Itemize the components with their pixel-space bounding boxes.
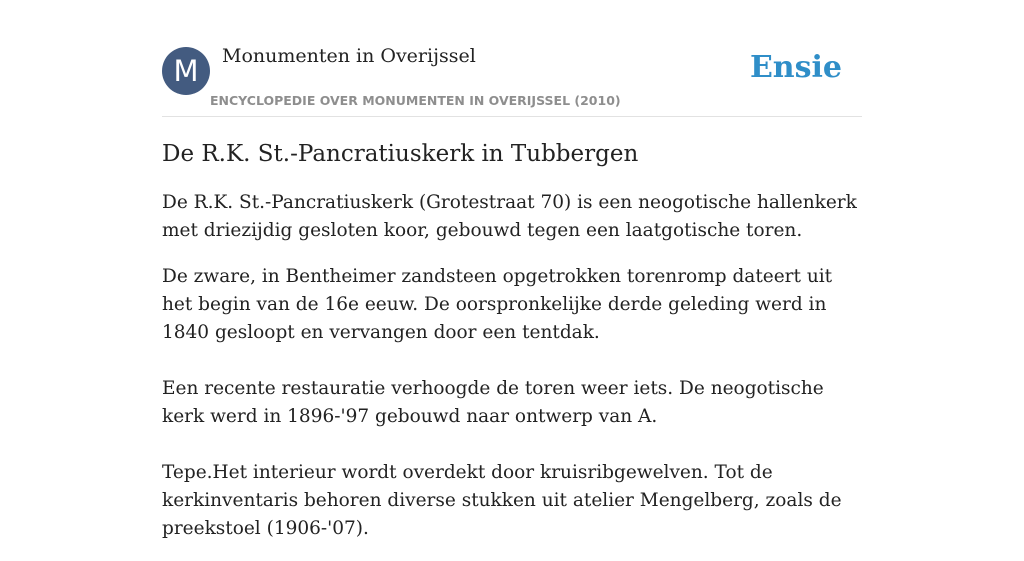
source-avatar[interactable]: M <box>162 47 210 95</box>
ensie-logo[interactable]: Ensie <box>749 50 842 85</box>
article-paragraph: De zware, in Bentheimer zandsteen opgetrokken torenromp dateert uit het begin van de 16e eeuw. De oorspronkelijke derde geleding werd in 1840 gesloopt en vervangen door een tentdak. Een recente restauratie verhoogde de toren weer iets. De neogotische kerk werd in 1896-'97 gebouwd naar ontwerp van A. Tepe.Het interieur wordt overdekt door kruisribgewelven. Tot de kerkinventaris behoren diverse stukken uit atelier Mengelberg, zoals de preekstoel (1906-'07). <box>162 266 842 539</box>
source-header <box>162 0 862 117</box>
article-paragraph: De R.K. St.-Pancratiuskerk (Grotestraat 70) is een neogotische hallenkerk met driezijdig gesloten koor, gebouwd tegen een laatgotische toren. <box>162 192 857 241</box>
source-subtitle: ENCYCLOPEDIE OVER MONUMENTEN IN OVERIJSSEL (2010) <box>210 93 621 108</box>
article <box>162 139 862 561</box>
article-title: De R.K. St.-Pancratiuskerk in Tubbergen <box>162 141 639 167</box>
source-title-link[interactable]: Monumenten in Overijssel <box>222 45 476 67</box>
